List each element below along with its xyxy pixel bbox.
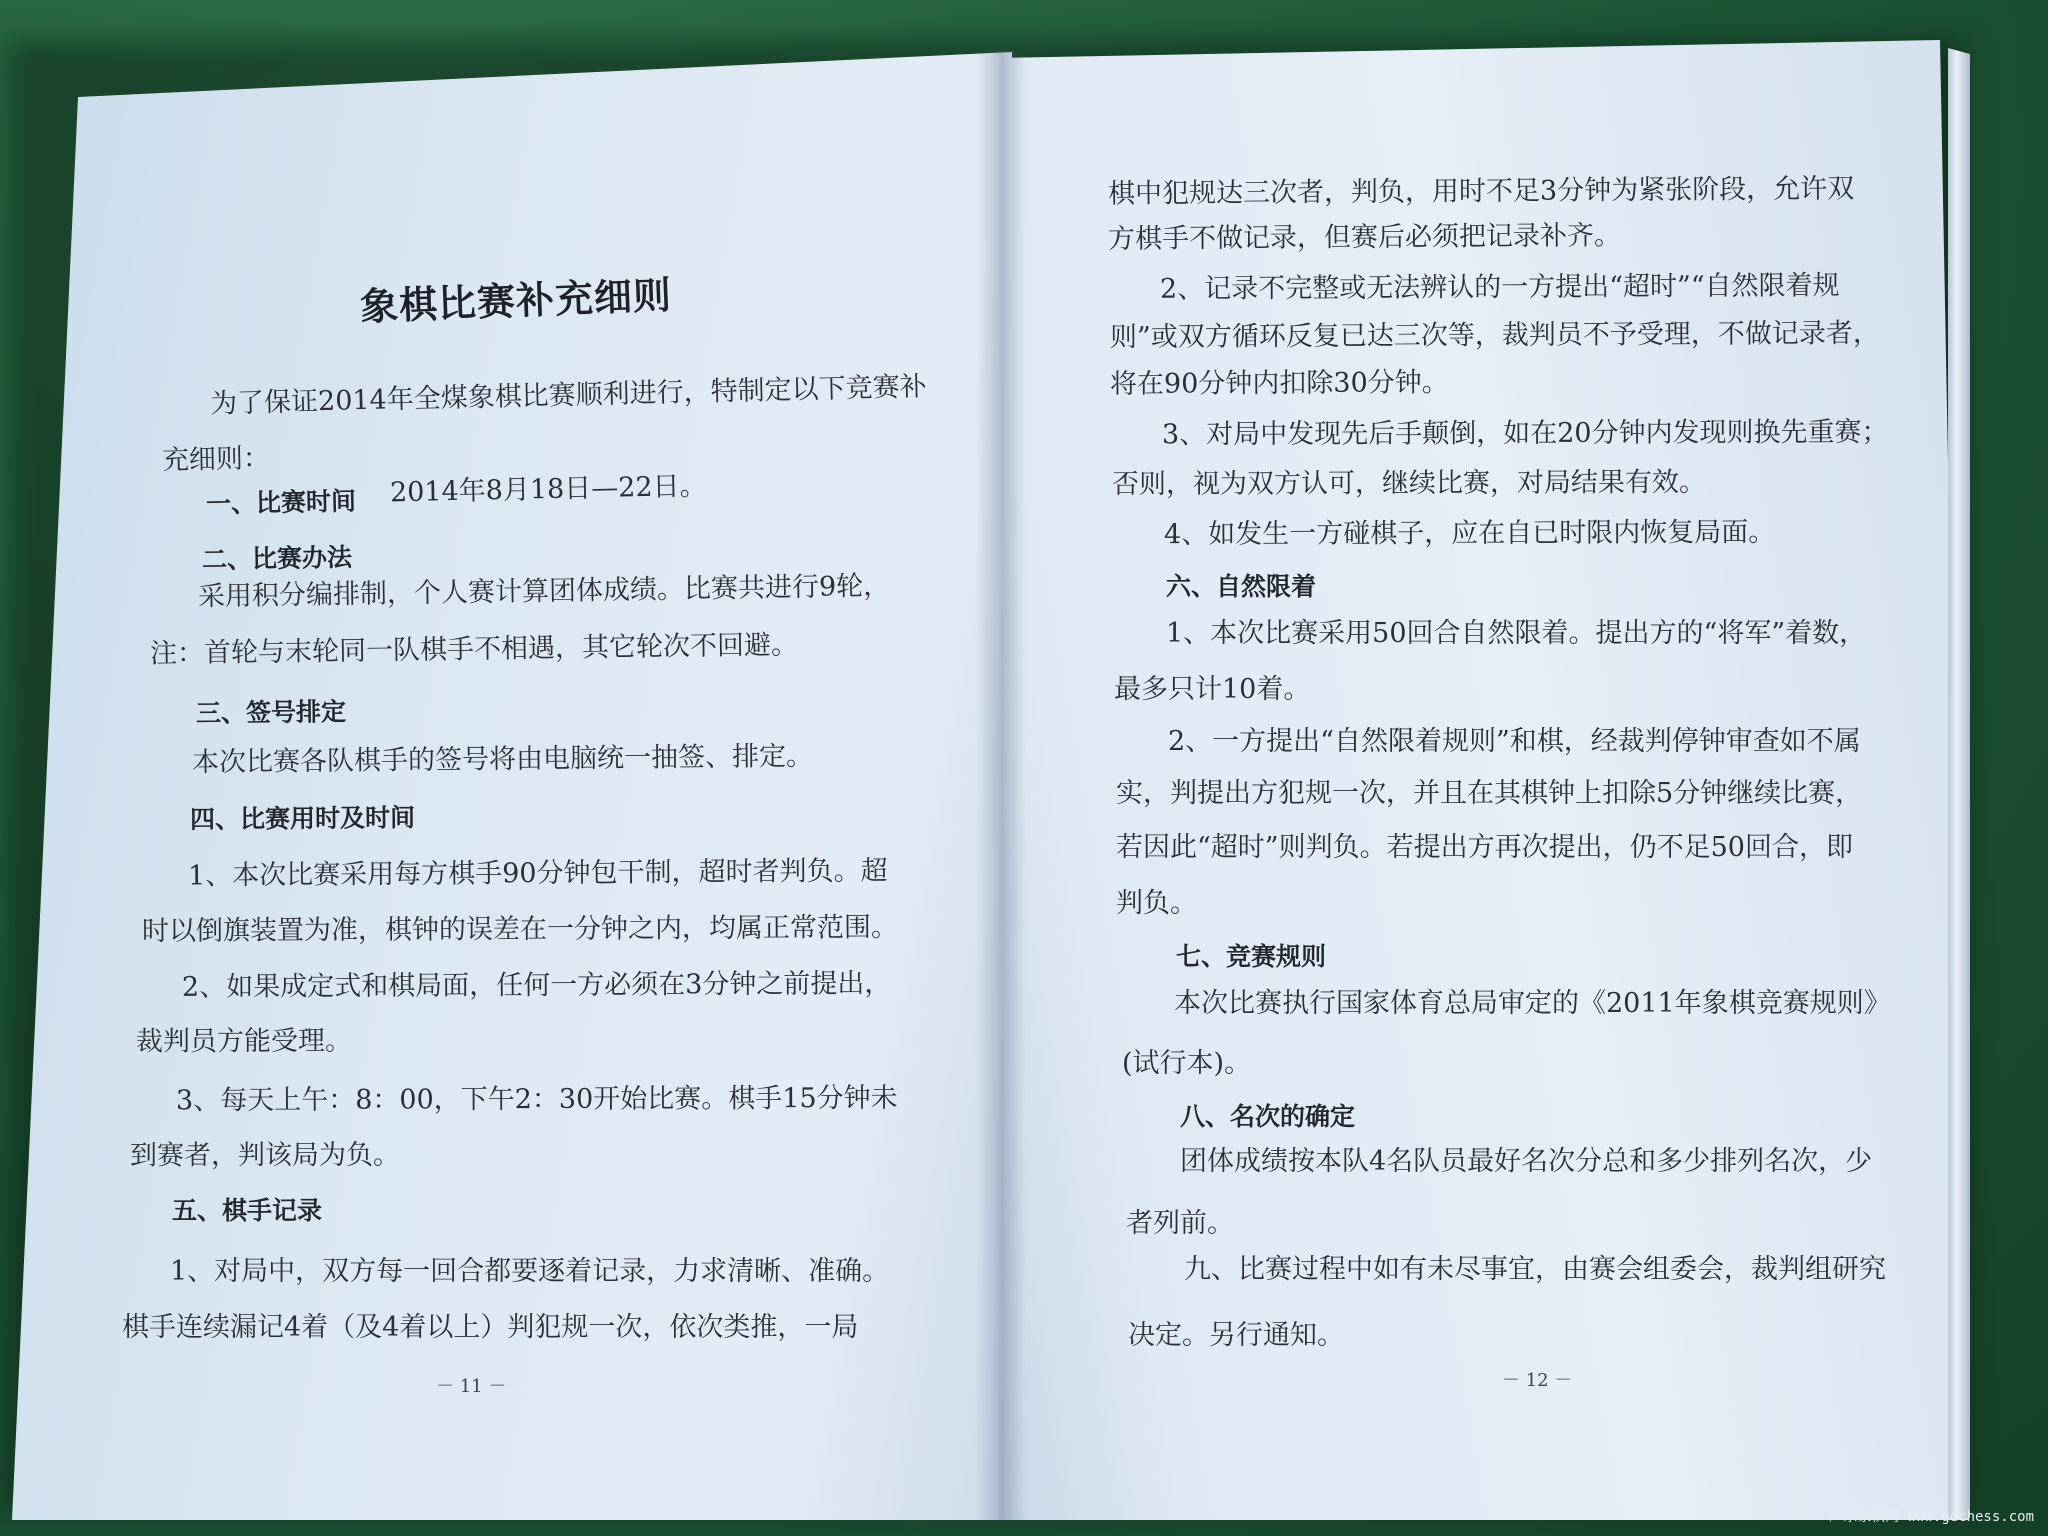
section-heading: 二、比赛办法 <box>201 542 353 575</box>
body-line: 采用积分编排制，个人赛计算团体成绩。比赛共进行9轮， <box>197 570 891 613</box>
body-line: 4、如发生一方碰棋子，应在自已时限内恢复局面。 <box>1163 516 1776 551</box>
body-line: 若因此“超时”则判负。若提出方再次提出，仍不足50回合，即 <box>1116 832 1853 863</box>
intro-line: 为了保证2014年全煤象棋比赛顺利进行，特制定以下竞赛补 <box>209 371 927 420</box>
body-line: 到赛者，判该局为负。 <box>129 1139 401 1172</box>
body-line: 判负。 <box>1116 888 1197 919</box>
body-line: 本次比赛各队棋手的签号将由电脑统一抽签、排定。 <box>191 740 814 779</box>
body-line: 3、每天上午：8：00，下午2：30开始比赛。棋手15分钟未 <box>175 1082 898 1117</box>
body-line: 团体成绩按本队4名队员最好名次分总和多少排列名次，少 <box>1180 1146 1873 1177</box>
section-heading: 六、自然限着 <box>1166 572 1317 601</box>
body-line: 方棋手不做记录，但赛后必须把记录补齐。 <box>1107 220 1622 255</box>
booklet-gutter <box>976 50 1026 1520</box>
body-line: 棋中犯规达三次者，判负，用时不足3分钟为紧张阶段，允许双 <box>1107 173 1855 210</box>
section-heading: 八、名次的确定 <box>1180 1102 1356 1131</box>
section-heading: 四、比赛用时及时间 <box>189 803 416 834</box>
body-line: 注：首轮与末轮同一队棋手不相遇，其它轮次不回避。 <box>149 629 799 670</box>
section-heading: 五、棋手记录 <box>172 1196 323 1225</box>
body-line: 则”或双方循环反复已达三次等，裁判员不予受理，不做记录者， <box>1109 317 1880 354</box>
body-line: 1、本次比赛采用50回合自然限着。提出方的“将军”着数， <box>1166 618 1867 649</box>
body-line: 本次比赛执行国家体育总局审定的《2011年象棋竞赛规则》 <box>1174 988 1891 1019</box>
page-number: － 11 － <box>436 1376 507 1397</box>
site-watermark: 广东象棋网 www.gdchess.com <box>1829 1509 2034 1525</box>
section-heading: 一、比赛时间 <box>205 486 357 519</box>
body-line: (试行本)。 <box>1122 1048 1252 1079</box>
document-title: 象棋比赛补充细则 <box>359 273 673 329</box>
body-line: 2、如果成定式和棋局面，任何一方必须在3分钟之前提出， <box>181 968 892 1003</box>
body-line: 实，判提出方犯规一次，并且在其棋钟上扣除5分钟继续比赛， <box>1116 778 1863 809</box>
section-heading: 七、竞赛规则 <box>1176 942 1327 971</box>
body-line: 裁判员方能受理。 <box>135 1025 353 1058</box>
section-heading: 三、签号排定 <box>195 697 347 728</box>
body-line: 将在90分钟内扣除30分钟。 <box>1109 367 1449 400</box>
body-line: 决定。另行通知。 <box>1128 1320 1344 1351</box>
section-value: 2014年8月18日—22日。 <box>389 470 707 509</box>
body-line: 棋手连续漏记4着（及4着以上）判犯规一次，依次类推，一局 <box>122 1312 859 1343</box>
page-stack-edge <box>1948 48 1970 1518</box>
body-line: 最多只计10着。 <box>1114 674 1311 705</box>
body-line: 时以倒旗装置为准，棋钟的误差在一分钟之内，均属正常范围。 <box>141 912 899 947</box>
page-number: － 12 － <box>1502 1370 1573 1391</box>
body-line: 3、对局中发现先后手颠倒，如在20分钟内发现则换先重赛； <box>1161 416 1889 451</box>
intro-line: 充细则： <box>161 442 271 477</box>
body-line: 1、对局中，双方每一回合都要逐着记录，力求清晰、准确。 <box>170 1256 890 1287</box>
body-line: 否则，视为双方认可，继续比赛，对局结果有效。 <box>1111 466 1707 501</box>
body-line: 者列前。 <box>1126 1208 1234 1239</box>
body-line: 1、本次比赛采用每方棋手90分钟包干制，超时者判负。超 <box>187 855 888 892</box>
body-line: 2、一方提出“自然限着规则”和棋，经裁判停钟审查如不属 <box>1168 726 1861 757</box>
left-page <box>12 52 1012 1520</box>
body-line: 2、记录不完整或无法辨认的一方提出“超时”“自然限着规 <box>1159 270 1840 305</box>
body-line: 九、比赛过程中如有未尽事宜，由赛会组委会，裁判组研究 <box>1184 1254 1886 1285</box>
